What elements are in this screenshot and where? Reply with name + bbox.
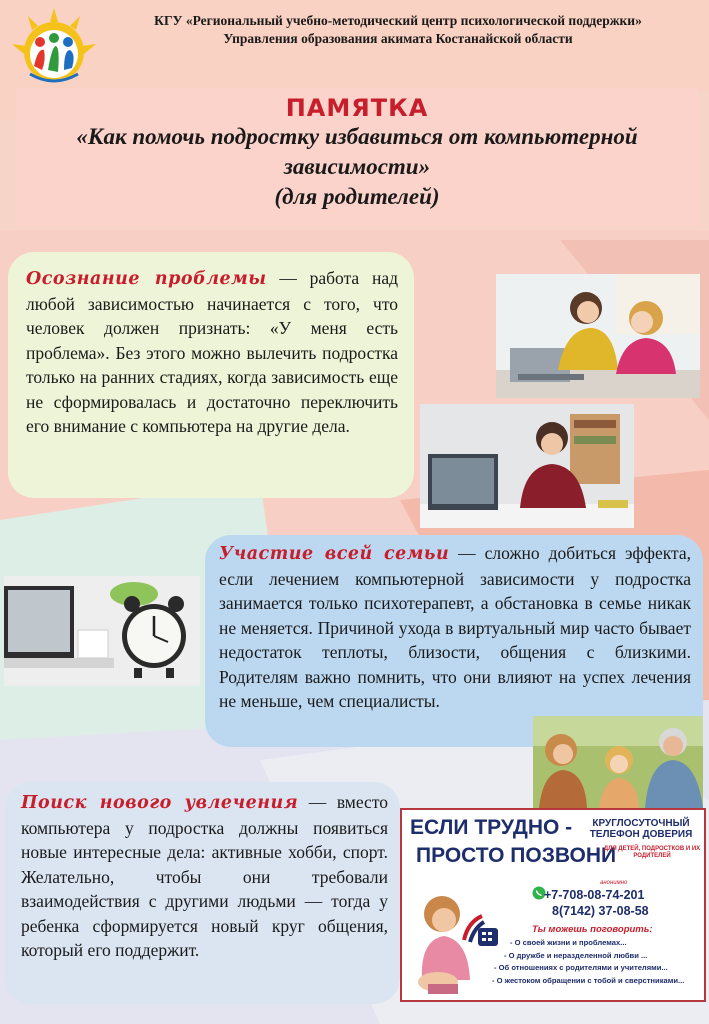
hotline-phone-2[interactable]: 8(7142) 37-08-58 — [552, 904, 649, 918]
hotline-audience: ДЛЯ ДЕТЕЙ, ПОДРОСТКОВ И ИХ РОДИТЕЛЕЙ — [603, 846, 701, 859]
hotline-topics — [488, 938, 684, 988]
hotline-service-line-1: КРУГЛОСУТОЧНЫЙ — [592, 818, 690, 829]
hotline-headline-2: ПРОСТО ПОЗВОНИ — [416, 844, 617, 867]
hotline-headline-1: ЕСЛИ ТРУДНО - — [410, 816, 573, 839]
list-item: - О дружбе и неразделенной любви ... — [504, 950, 648, 960]
organization-line-2: Управления образования акимата Костанайской области — [223, 31, 573, 46]
organization-line-1: КГУ «Региональный учебно-методический центр психологической поддержки» — [154, 13, 642, 28]
mother-daughter-laptop-photo — [496, 274, 700, 398]
block-heading: Осознание проблемы — [26, 269, 267, 289]
organization-name — [98, 12, 698, 48]
subtitle-line-3: (для родителей) — [274, 184, 440, 209]
teen-at-desk-photo — [420, 404, 634, 528]
hotline-phone-1[interactable]: +7-708-08-74-201 — [544, 888, 645, 902]
block-heading: Поиск нового увлечения — [21, 793, 299, 813]
family-photo — [533, 716, 703, 808]
block-text: — сложно добиться эффекта, если лечением компьютерной зависимости у подростка занимается только психотерапевт, а обстановка в семье никак не меняется. Причиной ухода в виртуальный мир часто бывает недостаток теплоты, близости, общения с близкими. Родителям важно помнить, что они влияют на успех лечения не меньше, чем специалисты. — [219, 543, 691, 711]
alarm-clock-laptop-photo — [4, 576, 200, 686]
block-text: — работа над любой зависимостью начинается с того, что человек должен признать: «У меня есть проблема». Без этого можно вылечить подростка только на ранних стадиях, когда зависимость еще не сформировалась и достаточно переключить его внимание с компьютера на другие дела. — [26, 268, 398, 436]
people-sun-logo-icon — [8, 4, 100, 96]
hotline-service — [582, 818, 700, 840]
hotline-can-talk: Ты можешь поговорить: — [532, 924, 653, 935]
phone-call-icon — [460, 910, 504, 950]
block-new-hobby — [5, 782, 400, 1004]
list-item: - О жестоком обращении с тобой и сверстниками... — [492, 975, 685, 985]
block-text: — вместо компьютера у подростка должны появиться новые интересные дела: активные хобби, спорт. Желательно, чтобы они требовали взаимодействия с другими людьми — тогда у ребенка сформируется новый круг общения, который его поддержит. — [21, 792, 388, 960]
page-title: ПАМЯТКА — [285, 94, 429, 122]
list-item: - Об отношениях с родителями и учителями... — [494, 963, 668, 972]
hotline-service-line-2: ТЕЛЕФОН ДОВЕРИЯ — [589, 829, 693, 840]
hotline-anonymous: анонимно — [600, 880, 628, 886]
list-item: - О своей жизни и проблемах... — [510, 938, 627, 947]
block-heading: Участие всей семьи — [219, 544, 450, 564]
subtitle-line-2: зависимости» — [283, 154, 431, 179]
title-box — [16, 88, 698, 226]
subtitle-line-1: «Как помочь подростку избавиться от компьютерной — [76, 124, 638, 149]
block-awareness — [8, 252, 414, 498]
hotline-card — [400, 808, 706, 1002]
